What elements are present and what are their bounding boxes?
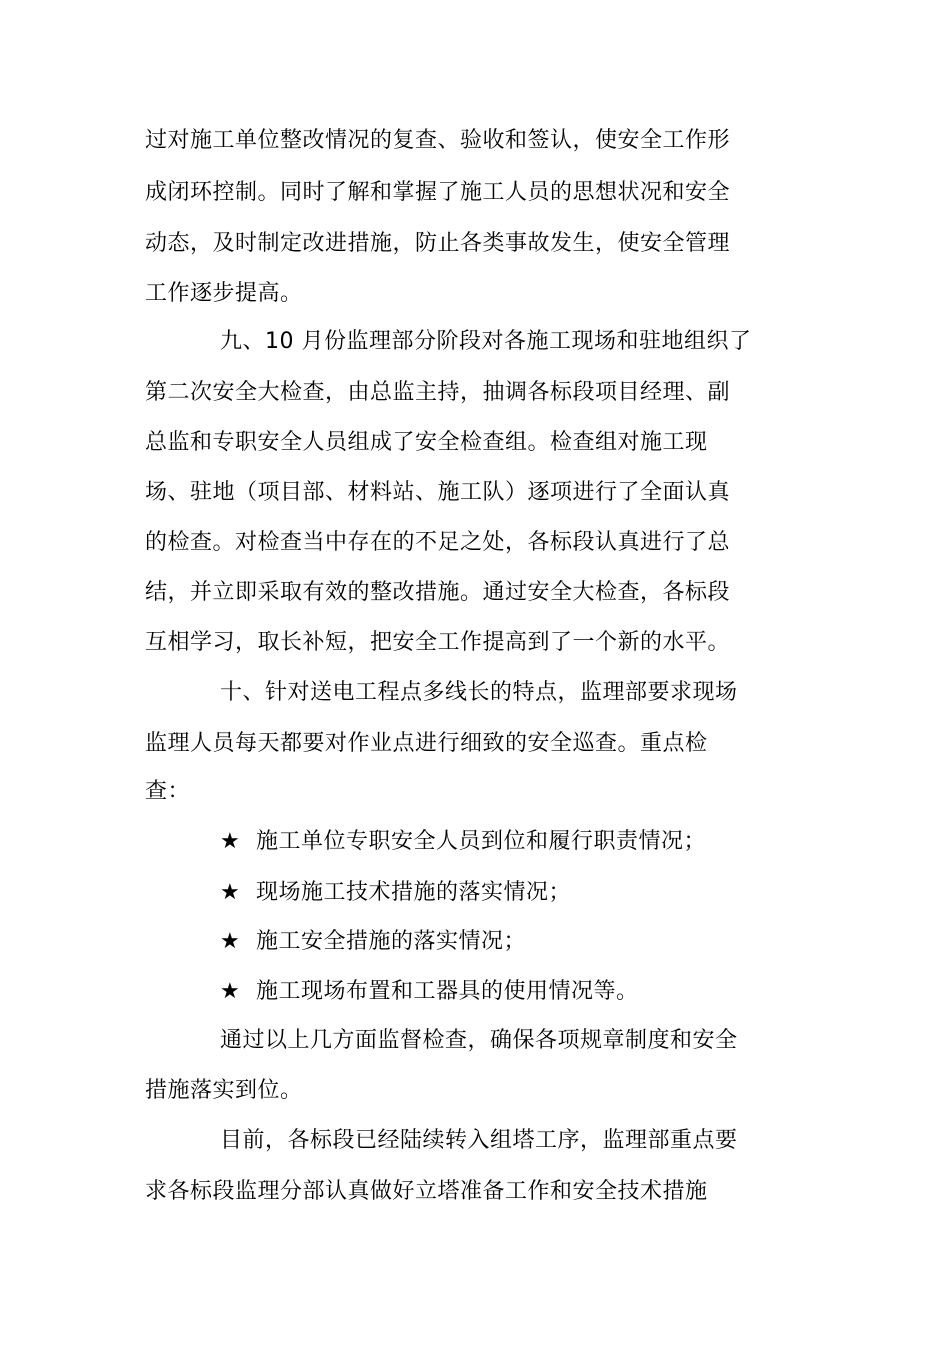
bullet-text: 施工单位专职安全人员到位和履行职责情况； xyxy=(256,829,707,854)
bullet-text: 现场施工技术措施的落实情况； xyxy=(256,880,572,905)
paragraph-line: 九、10 月份监理部分阶段对各施工现场和驻地组织了 xyxy=(220,329,752,354)
paragraph-line: 总监和专职安全人员组成了安全检查组。检查组对施工现 xyxy=(145,430,708,455)
paragraph-line: 动态，及时制定改进措施，防止各类事故发生，使安全管理 xyxy=(145,231,731,256)
bullet-item xyxy=(220,979,639,1005)
paragraph-line: 求各标段监理分部认真做好立塔准备工作和安全技术措施 xyxy=(145,1179,708,1204)
paragraph-line: 第二次安全大检查，由总监主持，抽调各标段项目经理、副 xyxy=(145,380,731,405)
bullet-text: 施工现场布置和工器具的使用情况等。 xyxy=(256,979,639,1004)
star-icon: ★ xyxy=(220,829,241,854)
paragraph-line: 成闭环控制。同时了解和掌握了施工人员的思想状况和安全 xyxy=(145,180,731,205)
paragraph-line: 监理人员每天都要对作业点进行细致的安全巡查。重点检 xyxy=(145,731,708,756)
paragraph-line: 过对施工单位整改情况的复查、验收和签认，使安全工作形 xyxy=(145,128,731,153)
bullet-text: 施工安全措施的落实情况； xyxy=(256,929,527,954)
bullet-item xyxy=(220,929,526,955)
paragraph-line: 通过以上几方面监督检查，确保各项规章制度和安全 xyxy=(220,1028,738,1053)
paragraph-line: 的检查。对检查当中存在的不足之处，各标段认真进行了总 xyxy=(145,530,731,555)
bullet-item xyxy=(220,829,706,855)
paragraph-line: 查： xyxy=(145,779,191,804)
star-icon: ★ xyxy=(220,880,241,905)
star-icon: ★ xyxy=(220,929,241,954)
paragraph-line: 十、针对送电工程点多线长的特点，监理部要求现场 xyxy=(220,680,738,705)
bullet-item xyxy=(220,880,571,906)
paragraph-line: 工作逐步提高。 xyxy=(145,281,303,306)
paragraph-line: 互相学习，取长补短，把安全工作提高到了一个新的水平。 xyxy=(145,630,731,655)
paragraph-line: 场、驻地（项目部、材料站、施工队）逐项进行了全面认真 xyxy=(145,480,731,505)
paragraph-line: 结，并立即采取有效的整改措施。通过安全大检查，各标段 xyxy=(145,580,731,605)
star-icon: ★ xyxy=(220,979,241,1004)
paragraph-line: 措施落实到位。 xyxy=(145,1078,303,1103)
paragraph-line: 目前，各标段已经陆续转入组塔工序，监理部重点要 xyxy=(220,1128,738,1153)
